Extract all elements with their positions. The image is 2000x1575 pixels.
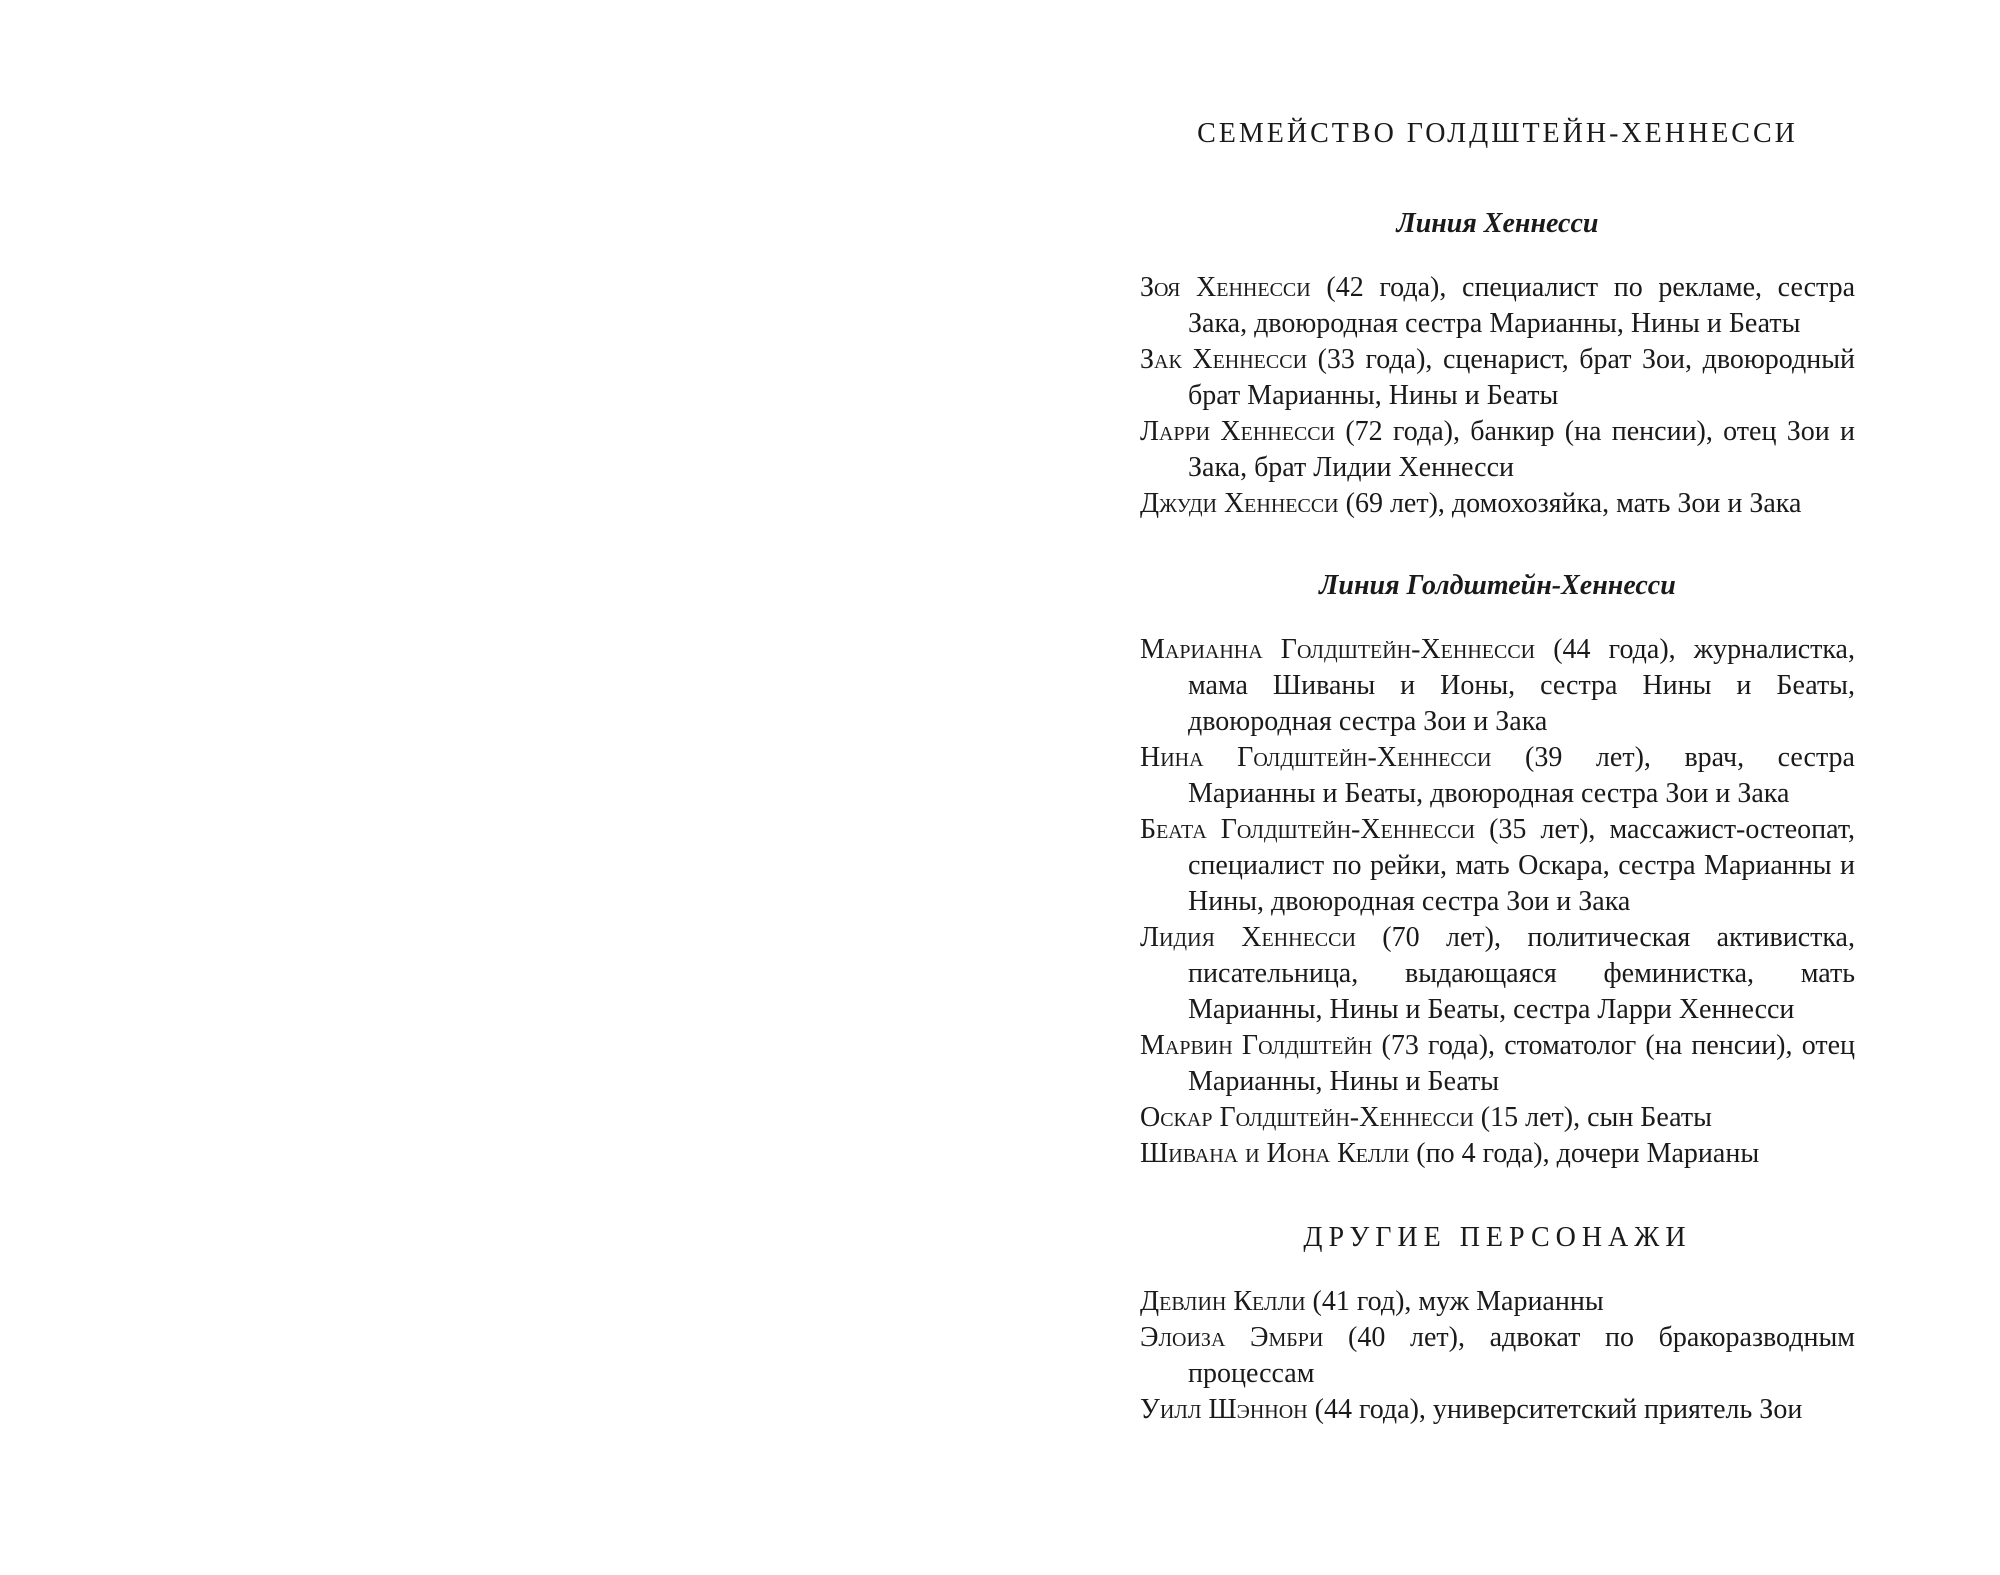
character-description: (15 лет), сын Беаты: [1473, 1102, 1712, 1133]
others-list: [1140, 1284, 1855, 1428]
others-heading: ДРУГИЕ ПЕРСОНАЖИ: [1303, 1222, 1692, 1253]
character-entry: [1140, 414, 1855, 486]
character-entry: [1140, 486, 1855, 522]
character-name: Уилл Шэннон: [1140, 1394, 1308, 1425]
character-entry: [1140, 1320, 1855, 1392]
character-name: Элоиза Эмбри: [1140, 1322, 1324, 1353]
character-entry: [1140, 632, 1855, 740]
character-description: (44 года), журналистка, мама Шиваны и Ионы, сестра Нины и Беаты, двоюродная сестра Зои и Зака: [1188, 634, 1855, 737]
character-name: Шивана и Иона Келли: [1140, 1138, 1410, 1169]
character-name: Беата Голдштейн-Хеннесси: [1140, 814, 1476, 845]
character-name: Джуди Хеннесси: [1140, 488, 1339, 519]
character-name: Зак Хеннесси: [1140, 344, 1308, 375]
character-entry: [1140, 1100, 1855, 1136]
character-description: (по 4 года), дочери Марианы: [1409, 1138, 1760, 1169]
character-description: (41 год), муж Марианны: [1305, 1286, 1604, 1317]
character-entry: [1140, 1136, 1855, 1172]
hennessy-line-heading: Линия Хеннесси: [1396, 208, 1599, 239]
character-entry: [1140, 1028, 1855, 1100]
character-description: (73 года), стоматолог (на пенсии), отец Марианны, Нины и Беаты: [1188, 1030, 1856, 1097]
goldstein-list: [1140, 632, 1855, 1172]
character-entry: [1140, 812, 1855, 920]
character-entry: [1140, 270, 1855, 342]
character-entry: [1140, 1392, 1855, 1428]
character-name: Марианна Голдштейн-Хеннесси: [1140, 634, 1536, 665]
character-name: Девлин Келли: [1140, 1286, 1306, 1317]
hennessy-list: [1140, 270, 1855, 522]
character-description: (44 года), университетский приятель Зои: [1307, 1394, 1803, 1425]
character-name: Лидия Хеннесси: [1140, 922, 1356, 953]
character-description: (33 года), сценарист, брат Зои, двоюродный брат Марианны, Нины и Беаты: [1188, 344, 1855, 411]
goldstein-line-heading: Линия Голдштейн-Хеннесси: [1319, 570, 1676, 601]
family-heading: СЕМЕЙСТВО ГОЛДШТЕЙН-ХЕННЕССИ: [1197, 118, 1798, 149]
character-entry: [1140, 342, 1855, 414]
character-list-page: [1140, 118, 1855, 1428]
character-description: (72 года), банкир (на пенсии), отец Зои и Зака, брат Лидии Хеннесси: [1188, 416, 1855, 483]
character-description: (35 лет), массажист-остеопат, специалист по рейки, мать Оскара, сестра Марианны и Нины, двоюродная сестра Зои и Зака: [1188, 814, 1855, 917]
character-name: Оскар Голдштейн-Хеннесси: [1140, 1102, 1474, 1133]
character-name: Нина Голдштейн-Хеннесси: [1140, 742, 1492, 773]
character-entry: [1140, 740, 1855, 812]
character-name: Марвин Голдштейн: [1140, 1030, 1373, 1061]
character-entry: [1140, 920, 1855, 1028]
character-description: (40 лет), адвокат по бракоразводным процессам: [1188, 1322, 1856, 1389]
character-name: Ларри Хеннесси: [1140, 416, 1336, 447]
character-description: (70 лет), политическая активистка, писательница, выдающаяся феминистка, мать Марианны, Нины и Беаты, сестра Ларри Хеннесси: [1188, 922, 1855, 1025]
character-name: Зоя Хеннесси: [1140, 272, 1311, 303]
character-description: (69 лет), домохозяйка, мать Зои и Зака: [1338, 488, 1802, 519]
character-entry: [1140, 1284, 1855, 1320]
character-description: (42 года), специалист по рекламе, сестра Зака, двоюродная сестра Марианны, Нины и Беаты: [1188, 272, 1856, 339]
character-description: (39 лет), врач, сестра Марианны и Беаты, двоюродная сестра Зои и Зака: [1188, 742, 1855, 809]
